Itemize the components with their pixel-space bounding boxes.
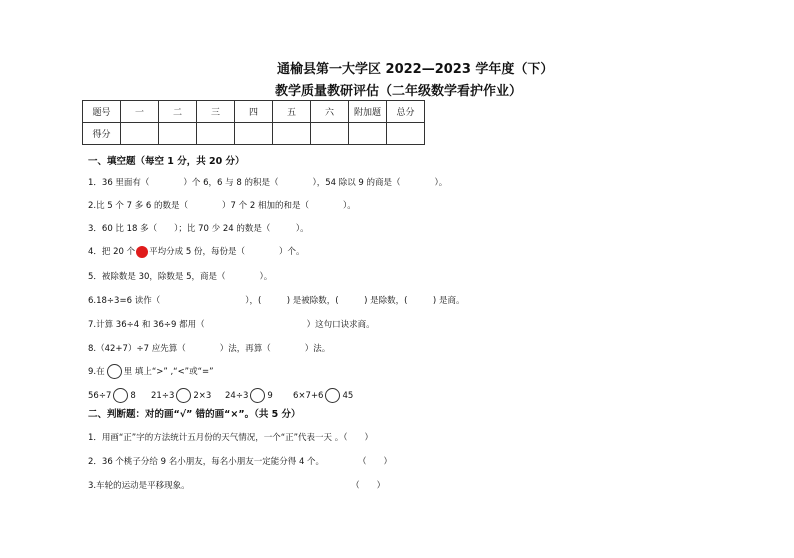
compare-right: 45	[342, 391, 354, 401]
question-1-8: 8.（42+7）÷7 应先算（ ）法，再算（ ）法。	[88, 344, 331, 354]
score-header-cell: 五	[273, 101, 311, 123]
question-1-2: 2.比 5 个 7 多 6 的数是（ ）7 个 2 相加的和是（ ）。	[88, 201, 356, 211]
compare-item	[293, 388, 353, 403]
answer-circle[interactable]	[325, 388, 340, 403]
score-cell[interactable]	[159, 123, 197, 145]
question-1-4	[88, 245, 304, 258]
score-table	[82, 100, 425, 145]
section1-heading: 一、填空题（每空 1 分，共 20 分）	[88, 156, 245, 167]
question-1-4-part-a: 4．把 20 个	[88, 247, 136, 257]
question-2-1: 1．用画“正”字的方法统计五月份的天气情况，一个“正”代表一天 。（ ）	[88, 433, 373, 443]
score-cell[interactable]	[387, 123, 425, 145]
compare-left: 56÷7	[88, 391, 112, 401]
red-circle-icon	[136, 246, 148, 258]
score-cell[interactable]	[311, 123, 349, 145]
score-cell[interactable]	[349, 123, 387, 145]
question-1-6: 6.18÷3=6 读作（ ），( ) 是被除数，( ) 是除数，( ) 是商。	[88, 296, 465, 306]
question-1-1: 1．36 里面有（ ）个 6，6 与 8 的积是（ ），54 除以 9 的商是（ ）。	[88, 178, 448, 188]
question-1-9-part-b: 里 填上“>” ,“<”或“=”	[123, 367, 214, 377]
document-title: 通榆县第一大学区 2022—2023 学年度（下）	[277, 62, 554, 77]
score-header-cell: 二	[159, 101, 197, 123]
compare-item	[151, 388, 211, 403]
score-cell[interactable]	[235, 123, 273, 145]
score-header-cell: 题号	[83, 101, 121, 123]
compare-item	[225, 388, 273, 403]
score-cell[interactable]	[121, 123, 159, 145]
question-2-3: 3.车轮的运动是平移现象。 （ ）	[88, 481, 386, 491]
score-table-score-row	[83, 123, 425, 145]
compare-left: 21÷3	[151, 391, 175, 401]
document-subtitle: 教学质量教研评估（二年级数学看护作业）	[275, 84, 523, 99]
score-header-cell: 六	[311, 101, 349, 123]
compare-left: 6×7+6	[293, 391, 324, 401]
question-1-9-part-a: 9.在	[88, 367, 105, 377]
question-1-7: 7.计算 36÷4 和 36÷9 都用（ ）这句口诀求商。	[88, 320, 375, 330]
question-1-4-part-b: 平均分成 5 份，每份是（ ）个。	[149, 247, 305, 257]
score-row-label: 得分	[83, 123, 121, 145]
compare-item	[88, 388, 136, 403]
answer-circle[interactable]	[176, 388, 191, 403]
question-1-9	[88, 364, 214, 379]
question-1-3: 3．60 比 18 多（ ）；比 70 少 24 的数是（ ）。	[88, 224, 309, 234]
score-table-header-row	[83, 101, 425, 123]
compare-left: 24÷3	[225, 391, 249, 401]
compare-right: 9	[267, 391, 273, 401]
score-header-cell: 一	[121, 101, 159, 123]
answer-circle[interactable]	[250, 388, 265, 403]
score-header-cell: 附加题	[349, 101, 387, 123]
blank-circle-icon	[107, 364, 122, 379]
section2-heading: 二、判断题：对的画“√” 错的画“×”。（共 5 分）	[88, 409, 301, 420]
question-1-5: 5．被除数是 30，除数是 5，商是（ ）。	[88, 272, 273, 282]
compare-right: 8	[130, 391, 136, 401]
score-header-cell: 四	[235, 101, 273, 123]
compare-right: 2×3	[193, 391, 212, 401]
score-header-cell: 总分	[387, 101, 425, 123]
score-cell[interactable]	[273, 123, 311, 145]
score-cell[interactable]	[197, 123, 235, 145]
answer-circle[interactable]	[113, 388, 128, 403]
question-2-2: 2．36 个桃子分给 9 名小朋友，每名小朋友一定能分得 4 个。 （ ）	[88, 457, 393, 467]
score-header-cell: 三	[197, 101, 235, 123]
